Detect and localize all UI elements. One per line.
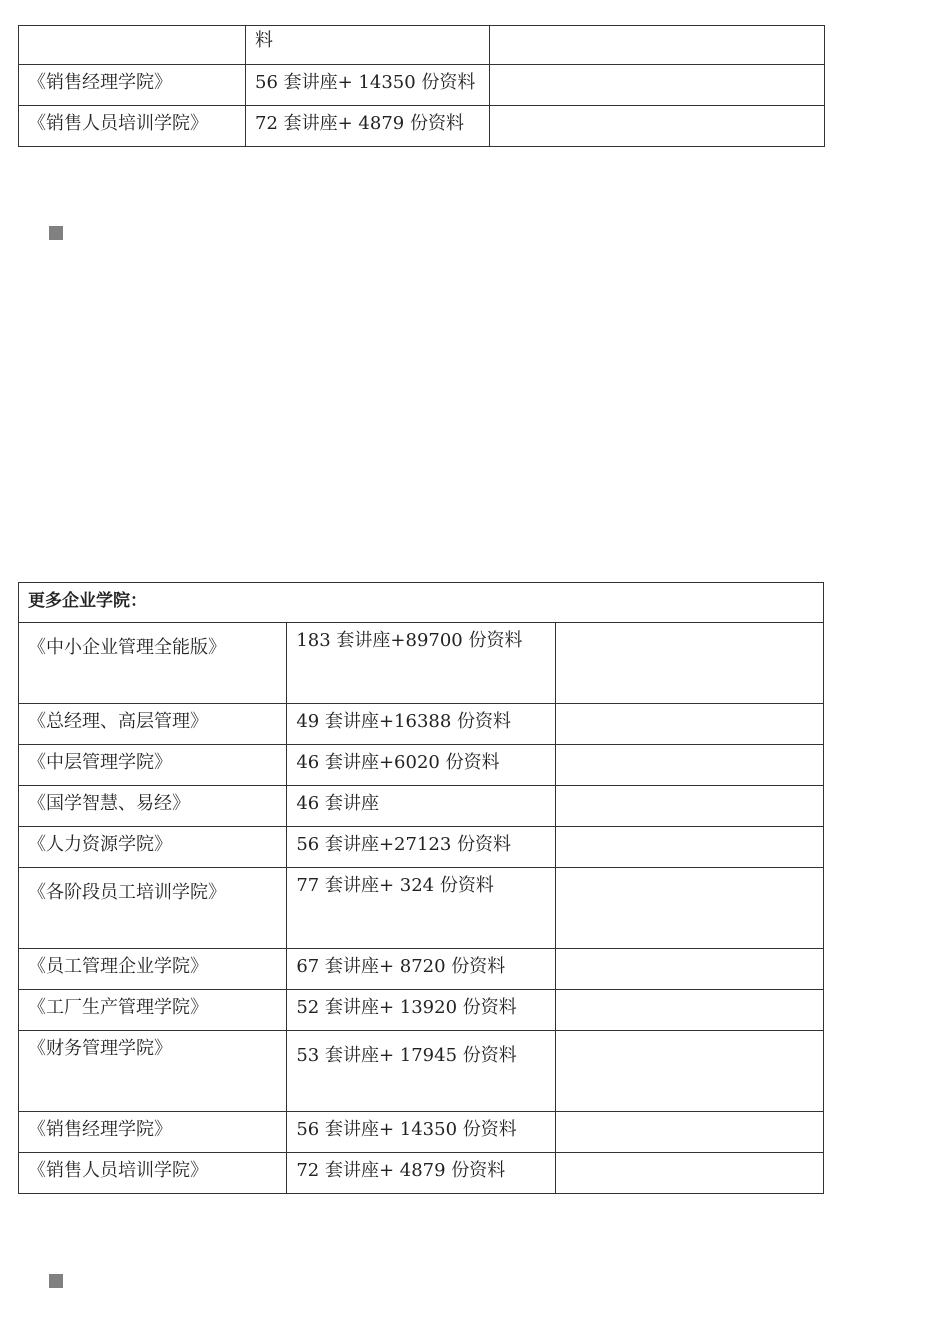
table-cell: 56 套讲座+ 14350 份资料 bbox=[246, 65, 490, 106]
table-cell: 《销售经理学院》 bbox=[19, 65, 246, 106]
table-cell: 67 套讲座+ 8720 份资料 bbox=[287, 949, 555, 990]
table-cell: 《销售人员培训学院》 bbox=[19, 106, 246, 147]
table-cell bbox=[555, 990, 823, 1031]
academies-table-body bbox=[19, 583, 824, 1194]
table-cell: 《财务管理学院》 bbox=[19, 1031, 287, 1112]
table-cell: 《总经理、高层管理》 bbox=[19, 704, 287, 745]
table-cell: 《中层管理学院》 bbox=[19, 745, 287, 786]
top-table-body bbox=[19, 26, 825, 147]
table-cell bbox=[490, 26, 825, 65]
table-cell bbox=[555, 745, 823, 786]
table-cell: 料 bbox=[246, 26, 490, 65]
table-cell: 53 套讲座+ 17945 份资料 bbox=[287, 1031, 555, 1112]
table-header: 更多企业学院： bbox=[19, 583, 824, 623]
table-cell: 183 套讲座+89700 份资料 bbox=[287, 623, 555, 704]
table-row bbox=[19, 26, 825, 65]
table-cell: 52 套讲座+ 13920 份资料 bbox=[287, 990, 555, 1031]
table-cell: 《人力资源学院》 bbox=[19, 827, 287, 868]
table-cell: 《国学智慧、易经》 bbox=[19, 786, 287, 827]
table-cell bbox=[555, 1031, 823, 1112]
table-cell bbox=[555, 623, 823, 704]
table-cell: 46 套讲座+6020 份资料 bbox=[287, 745, 555, 786]
table-row bbox=[19, 1031, 824, 1112]
table-cell: 49 套讲座+16388 份资料 bbox=[287, 704, 555, 745]
table-row bbox=[19, 623, 824, 704]
table-cell: 56 套讲座+ 14350 份资料 bbox=[287, 1112, 555, 1153]
table-row bbox=[19, 990, 824, 1031]
table-header-row bbox=[19, 583, 824, 623]
table-cell bbox=[555, 1153, 823, 1194]
table-cell bbox=[490, 106, 825, 147]
table-cell: 72 套讲座+ 4879 份资料 bbox=[246, 106, 490, 147]
table-cell: 《各阶段员工培训学院》 bbox=[19, 868, 287, 949]
square-bullet-icon bbox=[49, 1274, 63, 1288]
table-cell bbox=[490, 65, 825, 106]
top-table bbox=[18, 25, 825, 147]
table-cell bbox=[555, 949, 823, 990]
table-cell: 56 套讲座+27123 份资料 bbox=[287, 827, 555, 868]
table-row bbox=[19, 1112, 824, 1153]
table-cell: 《销售经理学院》 bbox=[19, 1112, 287, 1153]
table-cell bbox=[555, 868, 823, 949]
table-cell bbox=[555, 786, 823, 827]
table-row bbox=[19, 868, 824, 949]
table-cell: 《员工管理企业学院》 bbox=[19, 949, 287, 990]
table-cell bbox=[555, 827, 823, 868]
table-row bbox=[19, 786, 824, 827]
table-cell: 77 套讲座+ 324 份资料 bbox=[287, 868, 555, 949]
table-row bbox=[19, 949, 824, 990]
table-row bbox=[19, 704, 824, 745]
table-cell bbox=[555, 704, 823, 745]
table-row bbox=[19, 745, 824, 786]
academies-table bbox=[18, 582, 824, 1194]
table-cell bbox=[555, 1112, 823, 1153]
table-row bbox=[19, 106, 825, 147]
table-cell: 72 套讲座+ 4879 份资料 bbox=[287, 1153, 555, 1194]
table-cell bbox=[19, 26, 246, 65]
table-row bbox=[19, 1153, 824, 1194]
table-row bbox=[19, 827, 824, 868]
table-row bbox=[19, 65, 825, 106]
table-cell: 《中小企业管理全能版》 bbox=[19, 623, 287, 704]
table-cell: 46 套讲座 bbox=[287, 786, 555, 827]
square-bullet-icon bbox=[49, 226, 63, 240]
table-cell: 《工厂生产管理学院》 bbox=[19, 990, 287, 1031]
table-cell: 《销售人员培训学院》 bbox=[19, 1153, 287, 1194]
